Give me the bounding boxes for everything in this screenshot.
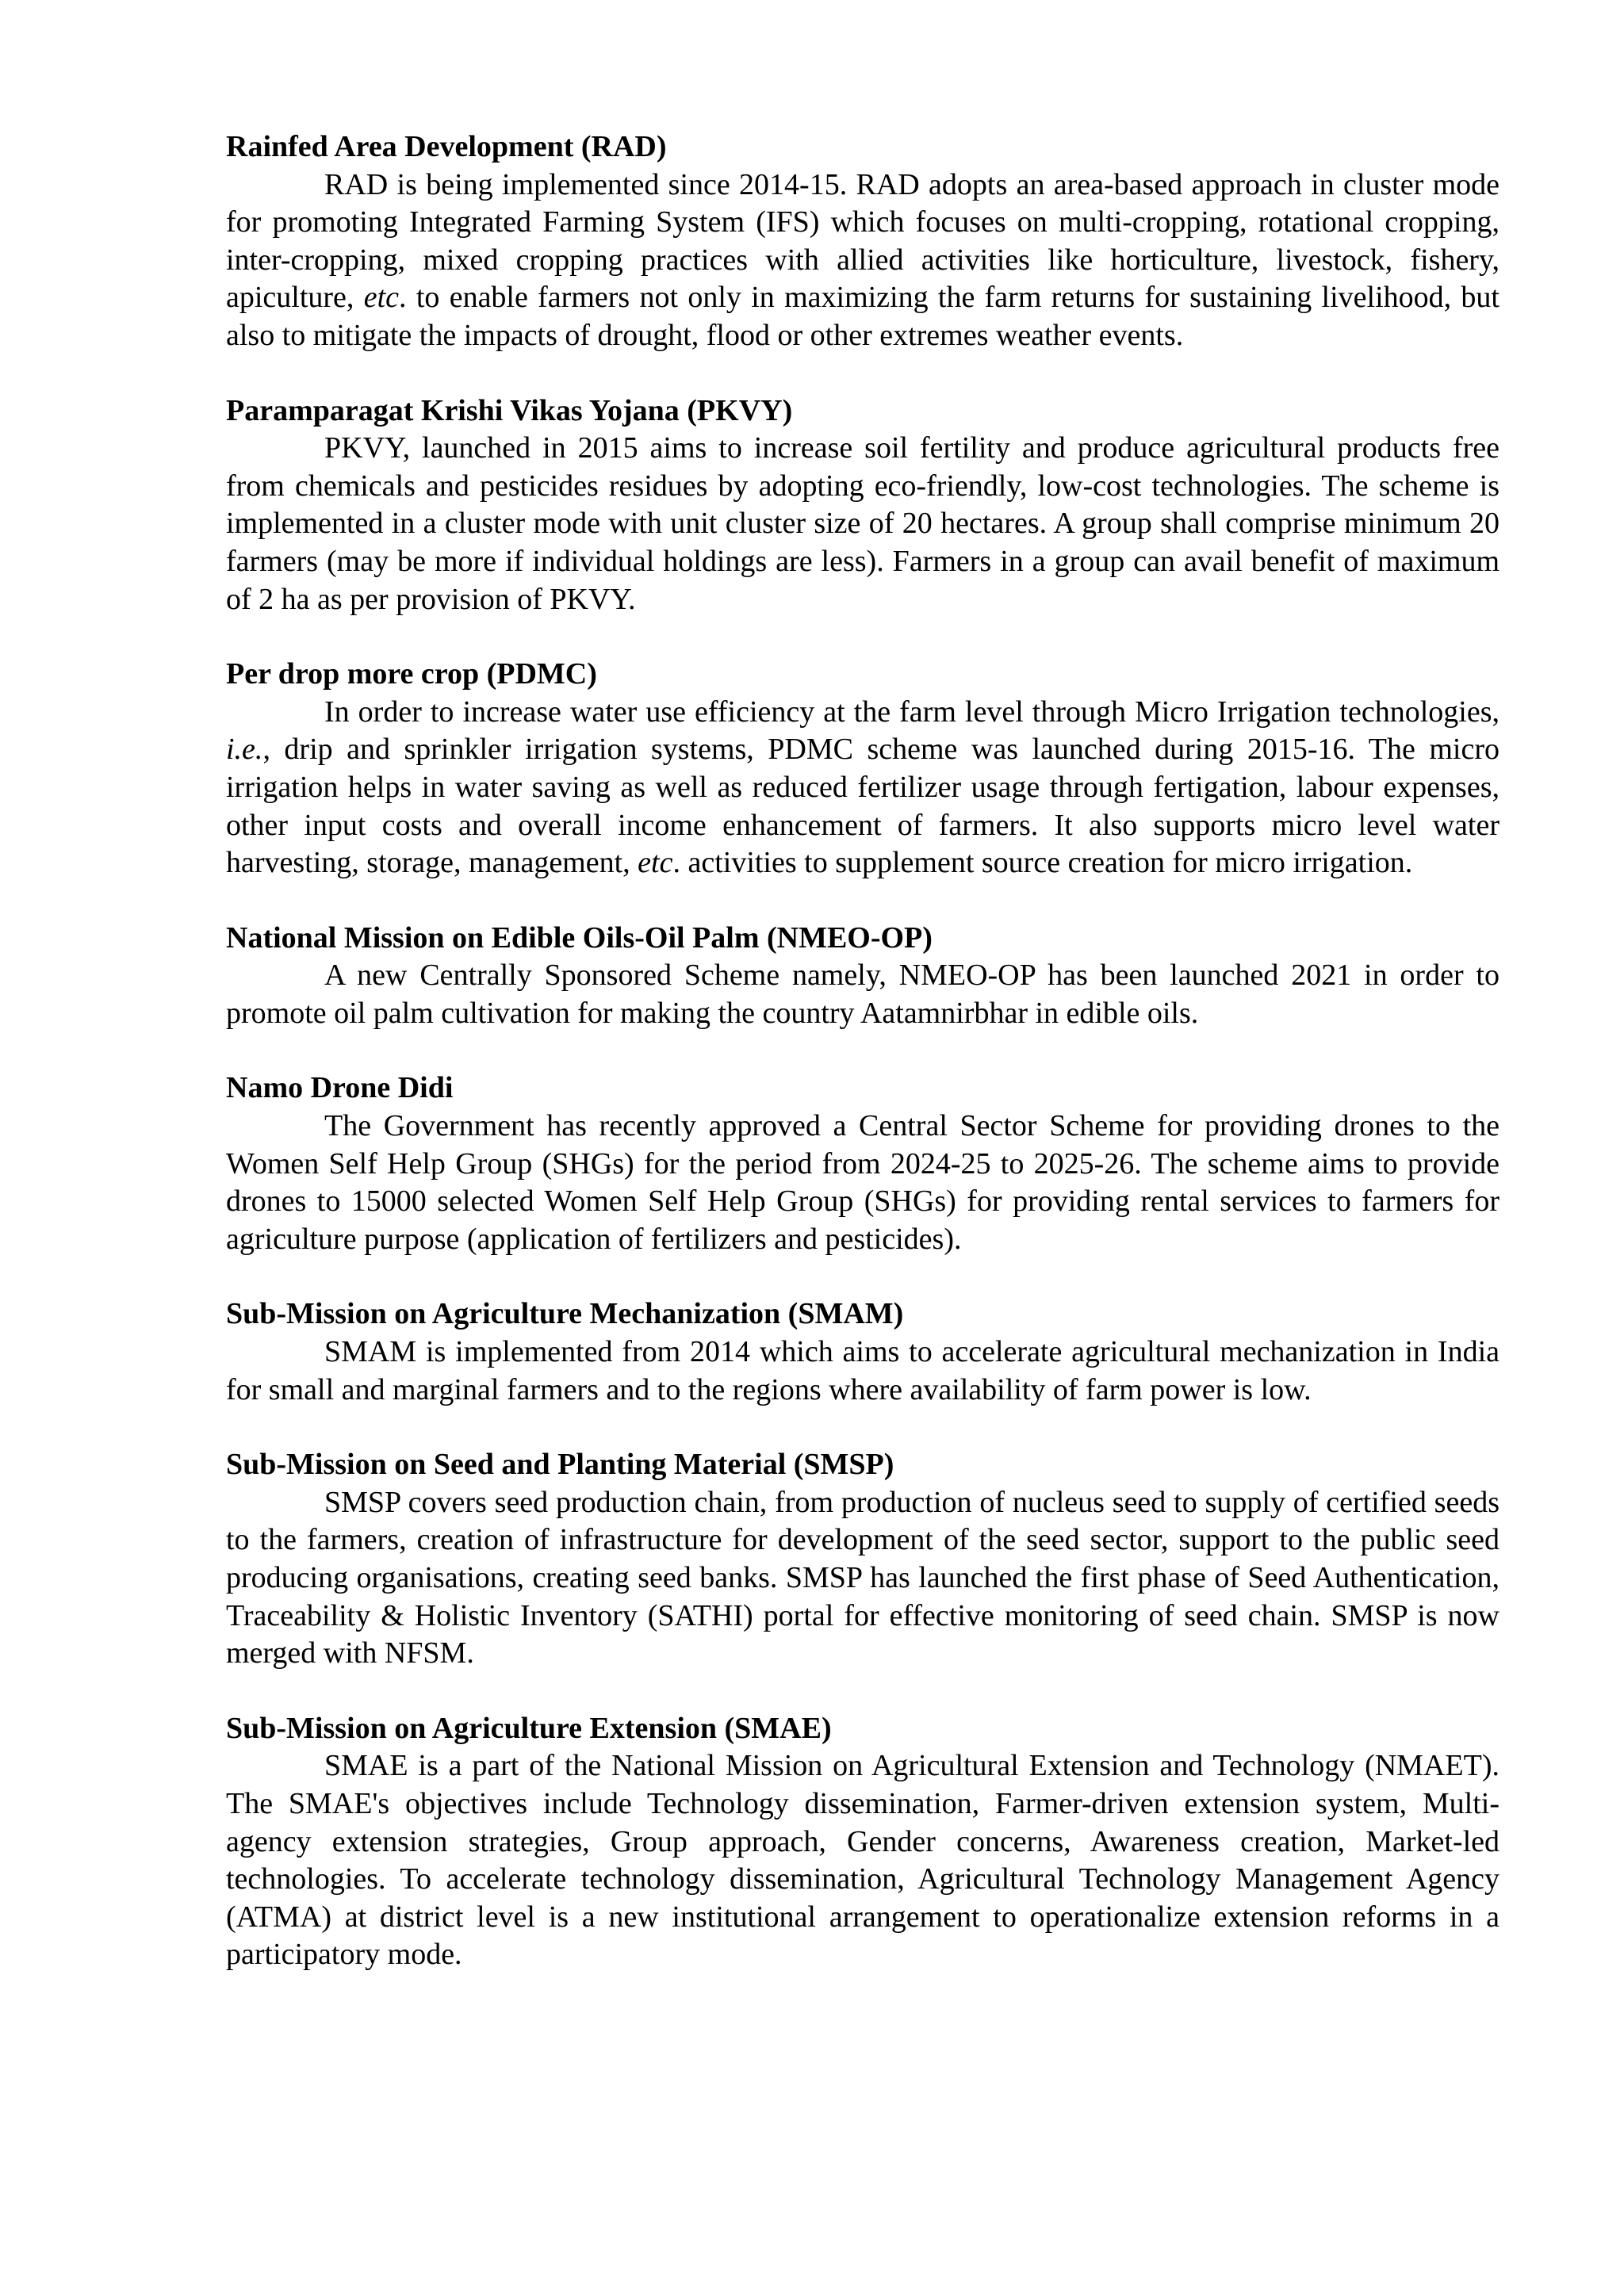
section-heading: Sub-Mission on Agriculture Extension (SMAE) xyxy=(226,1711,832,1745)
section-heading: Rainfed Area Development (RAD) xyxy=(226,130,667,163)
text-run: SMAM is implemented from 2014 which aims to accelerate agricultural mechanization in India for small and marginal farmers and to the regions where availability of farm power is low. xyxy=(226,1335,1500,1406)
section-heading: National Mission on Edible Oils-Oil Palm (NMEO-OP) xyxy=(226,920,933,955)
section-heading: Namo Drone Didi xyxy=(226,1071,454,1105)
section-heading: Sub-Mission on Agriculture Mechanization (SMAM) xyxy=(226,1297,904,1331)
text-run: SMAE is a part of the National Mission on Agricultural Extension and Technology (NMAET). The SMAE's objectives include Technology dissemination, Farmer-driven extension system, Multi-agency extension strategies, Group approach, Gender concerns, Awareness creation, Market-led technologies. To accelerate technology dissemination, Agricultural Technology Management Agency (ATMA) at district level is a new institutional arrangement to operationalize extension reforms in a participatory mode. xyxy=(226,1749,1500,1972)
section-rad xyxy=(226,128,1500,355)
text-run: In order to increase water use efficiency at the farm level through Micro Irrigation technologies, xyxy=(324,695,1500,729)
section-paragraph xyxy=(226,1747,1500,1974)
italic-text-run: etc xyxy=(363,281,400,315)
section-namo-drone-didi xyxy=(226,1070,1500,1258)
italic-text-run: etc xyxy=(638,846,673,880)
text-run: , drip and sprinkler irrigation systems, PDMC scheme was launched during 2015-16. The micro irrigation helps in water saving as well as reduced fertilizer usage through fertigation, labour expenses, other input costs and overall income enhancement of farmers. It also supports micro level water harvesting, storage, management, xyxy=(226,733,1500,880)
text-run: PKVY, launched in 2015 aims to increase soil fertility and produce agricultural products free from chemicals and pesticides residues by adopting eco-friendly, low-cost technologies. The scheme is implemented in a cluster mode with unit cluster size of 20 hectares. A group shall comprise minimum 20 farmers (may be more if individual holdings are less). Farmers in a group can avail benefit of maximum of 2 ha as per provision of PKVY. xyxy=(226,431,1500,616)
italic-text-run: i.e. xyxy=(226,733,263,767)
text-run: . activities to supplement source creation for micro irrigation. xyxy=(672,846,1413,880)
text-run: A new Centrally Sponsored Scheme namely, NMEO-OP has been launched 2021 in order to promote oil palm cultivation for making the country Aatamnirbhar in edible oils. xyxy=(226,959,1500,1030)
section-paragraph xyxy=(226,694,1500,882)
document-page xyxy=(226,128,1500,2011)
section-paragraph xyxy=(226,1334,1500,1409)
text-run: SMSP covers seed production chain, from production of nucleus seed to supply of certified seeds to the farmers, creation of infrastructure for development of the seed sector, support to the public seed producing organisations, creating seed banks. SMSP has launched the first phase of Seed Authentication, Traceability & Holistic Inventory (SATHI) portal for effective monitoring of seed chain. SMSP is now merged with NFSM. xyxy=(226,1485,1500,1670)
section-smam xyxy=(226,1295,1500,1409)
section-smsp xyxy=(226,1446,1500,1673)
text-run: RAD is being implemented since 2014-15. RAD adopts an area-based approach in cluster mode for promoting Integrated Farming System (IFS) which focuses on multi-cropping, rotational cropping, inter-cropping, mixed cropping practices with allied activities like horticulture, livestock, fishery, apiculture, xyxy=(226,167,1500,315)
section-heading: Paramparagat Krishi Vikas Yojana (PKVY) xyxy=(226,393,793,427)
section-nmeo-op xyxy=(226,920,1500,1033)
section-paragraph xyxy=(226,1108,1500,1258)
section-paragraph xyxy=(226,957,1500,1032)
text-run: . to enable farmers not only in maximizing the farm returns for sustaining livelihood, but also to mitigate the impacts of drought, flood or other extremes weather events. xyxy=(226,281,1500,352)
section-heading: Sub-Mission on Seed and Planting Material (SMSP) xyxy=(226,1448,894,1482)
section-paragraph xyxy=(226,430,1500,618)
section-smae xyxy=(226,1710,1500,1974)
section-heading: Per drop more crop (PDMC) xyxy=(226,657,597,691)
section-paragraph xyxy=(226,1484,1500,1673)
section-pdmc xyxy=(226,656,1500,882)
section-paragraph xyxy=(226,166,1500,355)
section-pkvy xyxy=(226,392,1500,619)
text-run: The Government has recently approved a Central Sector Scheme for providing drones to the Women Self Help Group (SHGs) for the period from 2024-25 to 2025-26. The scheme aims to provide drones to 15000 selected Women Self Help Group (SHGs) for providing rental services to farmers for agriculture purpose (application of fertilizers and pesticides). xyxy=(226,1109,1500,1256)
